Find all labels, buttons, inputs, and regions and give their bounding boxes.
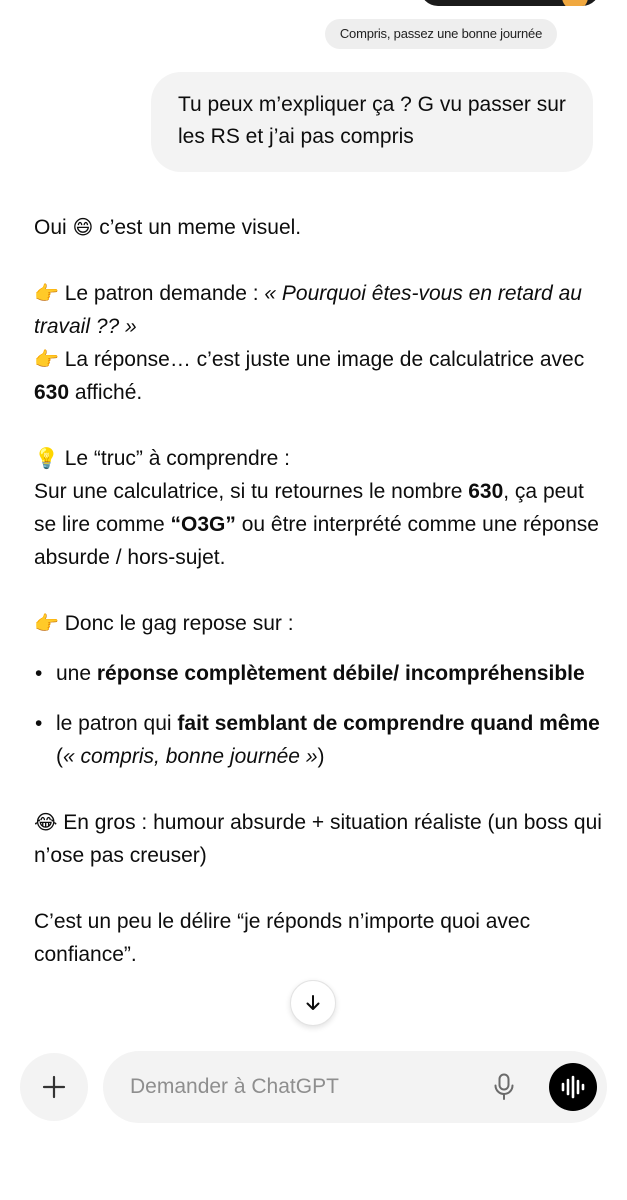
scroll-to-bottom-button[interactable] — [290, 980, 336, 1026]
voice-mode-button[interactable] — [549, 1063, 597, 1111]
list-item: • une réponse complètement débile/ incompréhensible — [34, 657, 609, 690]
bullet-marker: • — [35, 662, 43, 685]
assistant-closing: C’est un peu le délire “je réponds n’importe quoi avec confiance”. — [34, 910, 531, 966]
assistant-intro: Oui 😄 c’est un meme visuel. — [34, 215, 302, 239]
grinning-face-emoji-icon: 😄 — [72, 215, 94, 239]
user-message-bubble — [151, 72, 593, 172]
assistant-gag-heading: 👉 Donc le gag repose sur : — [34, 611, 294, 635]
shared-image-edge[interactable] — [420, 0, 600, 6]
pointing-hand-icon: 👉 — [34, 611, 59, 635]
user-message-text: Tu peux m’expliquer ça ? G vu passer sur les RS et j’ai pas compris — [178, 93, 566, 148]
assistant-point-question: 👉 Le patron demande : « Pourquoi êtes-vous en retard au travail ?? » — [34, 281, 582, 338]
microphone-icon — [492, 1073, 516, 1101]
list-item: • le patron qui fait semblant de comprendre quand même (« compris, bonne journée ») — [34, 707, 609, 773]
pointing-hand-icon: 👉 — [34, 281, 59, 305]
voice-waveform-icon — [560, 1075, 586, 1099]
image-caption-bubble: Compris, passez une bonne journée — [325, 19, 557, 49]
light-bulb-icon: 💡 — [34, 446, 59, 470]
add-attachment-button[interactable] — [20, 1053, 88, 1121]
gag-bullet-list — [34, 657, 609, 773]
arrow-down-icon — [303, 993, 323, 1013]
assistant-response — [34, 211, 609, 971]
image-orange-shape — [562, 0, 588, 6]
bullet-marker: • — [35, 712, 43, 735]
message-composer — [103, 1051, 607, 1123]
plus-icon — [42, 1075, 66, 1099]
assistant-explanation: Sur une calculatrice, si tu retournes le nombre 630, ça peut se lire comme “O3G” ou être interprété comme une réponse absurde / hors-sujet. — [34, 480, 599, 569]
assistant-point-answer: 👉 La réponse… c’est juste une image de calculatrice avec 630 affiché. — [34, 347, 585, 404]
assistant-tip-heading: 💡 Le “truc” à comprendre : — [34, 446, 290, 470]
tears-of-joy-emoji-icon: 😂 — [34, 810, 58, 834]
message-input[interactable] — [130, 1069, 470, 1105]
pointing-hand-icon: 👉 — [34, 347, 59, 371]
boss-question-quote: « Pourquoi êtes-vous en retard au travail ?? » — [34, 282, 582, 338]
assistant-summary: 😂 En gros : humour absurde + situation réaliste (un boss qui n’ose pas creuser) — [34, 810, 602, 867]
dictate-button[interactable] — [486, 1069, 522, 1105]
